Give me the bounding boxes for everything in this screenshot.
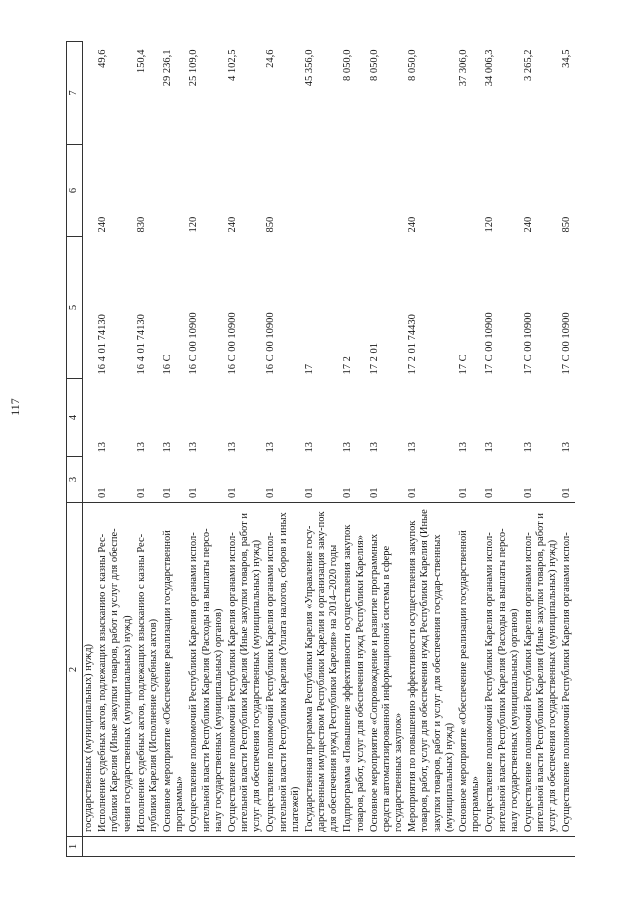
row-subsection-cell: 13: [97, 442, 109, 453]
row-expense-type-cell: 240: [522, 216, 534, 233]
table-body: [83, 42, 575, 857]
row-section-cell: 01: [226, 487, 238, 498]
row-number-cell: [187, 837, 226, 857]
table-row: [161, 42, 187, 857]
row-number-cell: [135, 837, 161, 857]
row-expense-type-cell: 850: [265, 216, 277, 233]
row-amount-cell: 24,6: [265, 49, 277, 68]
row-subsection-cell: 13: [162, 442, 174, 453]
row-amount-cell: 29 236,1: [162, 49, 174, 87]
page-number: 117: [8, 398, 22, 416]
row-expense-type-cell: 120: [188, 216, 200, 233]
column-header-row: [67, 42, 83, 857]
table-row: [560, 42, 574, 857]
row-expense-type-cell: [368, 145, 407, 237]
row-amount-cell: 25 109,0: [188, 49, 200, 87]
row-subsection-cell: 13: [342, 442, 354, 453]
row-target-article-cell: 17 2: [342, 356, 354, 375]
row-target-article-cell: 17 С 00 10900: [561, 312, 573, 375]
row-expense-type-cell: 120: [484, 216, 496, 233]
table-row: [406, 42, 457, 857]
row-expense-type-cell: [341, 145, 367, 237]
row-name-cell: Осуществление полномочий Республики Карелия органами испол-: [560, 503, 574, 837]
row-name-cell: Осуществление полномочий Республики Карелия органами испол-нительной власти Республики Карелия (Уплата налогов, сборов и иных платежей): [264, 503, 303, 837]
row-expense-type-cell: 240: [407, 216, 419, 233]
row-target-article-cell: 16 С 00 10900: [188, 312, 200, 375]
row-target-article-cell: 17 2 01 74430: [407, 314, 419, 375]
row-amount-cell: 37 306,0: [457, 49, 469, 87]
row-expense-type-cell: 850: [561, 216, 573, 233]
column-header-5: 5: [67, 237, 83, 379]
row-number-cell: [83, 837, 97, 857]
row-target-article-cell: 17: [303, 364, 315, 375]
row-number-cell: [406, 837, 457, 857]
row-name-cell: Основное мероприятие «Обеспечение реализации государственной программы»: [457, 503, 483, 837]
table-row: [368, 42, 407, 857]
row-name-cell: Основное мероприятие «Сопровождение и развитие программных средств автоматизированной информационной системы в сфере государственных закупок»: [368, 503, 407, 837]
row-expense-type-cell: [457, 145, 483, 237]
row-target-article-cell: 17 С: [457, 354, 469, 375]
budget-table: [66, 41, 575, 857]
row-amount-cell: 8 050,0: [342, 49, 354, 81]
table-row: [226, 42, 265, 857]
row-subsection-cell: [83, 379, 97, 457]
row-subsection-cell: 13: [135, 442, 147, 453]
row-name-cell: Основное мероприятие «Обеспечение реализации государственной программы»: [161, 503, 187, 837]
row-target-article-cell: 17 С 00 10900: [522, 312, 534, 375]
row-name-cell: Государственная программа Республики Карелия «Управление госу-дарственным имуществом Республики Карелия и организация заку-пок для обеспечения нужд Республики Карелия» на 2014–2020 годы: [303, 503, 342, 837]
row-number-cell: [368, 837, 407, 857]
row-target-article-cell: 17 2 01: [368, 343, 380, 375]
row-amount-cell: 45 356,0: [303, 49, 315, 87]
column-header-4: 4: [67, 379, 83, 457]
row-number-cell: [522, 837, 561, 857]
column-header-2: 2: [67, 503, 83, 837]
row-number-cell: [96, 837, 135, 857]
row-subsection-cell: 13: [561, 442, 573, 453]
row-name-cell: Исполнение судебных актов, подлежащих взысканию с казны Рес-публики Карелия (Иные закупки товаров, работ и услуг для обеспе-чения государственных (муниципальных) нужд): [96, 503, 135, 837]
table-row: [135, 42, 161, 857]
table-row: [264, 42, 303, 857]
row-target-article-cell: 16 С 00 10900: [265, 312, 277, 375]
row-name-cell: государственных (муниципальных) нужд): [83, 503, 97, 837]
row-section-cell: 01: [457, 487, 469, 498]
row-amount-cell: 34 006,3: [484, 49, 496, 87]
budget-table-sheet: [66, 42, 608, 857]
row-section-cell: 01: [303, 487, 315, 498]
column-header-1: 1: [67, 837, 83, 857]
row-expense-type-cell: [303, 145, 342, 237]
row-number-cell: [226, 837, 265, 857]
row-name-cell: Осуществление полномочий Республики Карелия органами испол-нительной власти Республики Карелия (Иные закупки товаров, работ и услуг для обеспечения государственных (муниципальных) нужд): [226, 503, 265, 837]
row-subsection-cell: 13: [303, 442, 315, 453]
row-name-cell: Исполнение судебных актов, подлежащих взысканию с казны Рес-публики Карелия (Исполнение судебных актов): [135, 503, 161, 837]
column-header-6: 6: [67, 145, 83, 237]
row-section-cell: 01: [368, 487, 380, 498]
row-expense-type-cell: [161, 145, 187, 237]
row-target-article-cell: 16 С: [162, 354, 174, 375]
row-name-cell: Осуществление полномочий Республики Карелия органами испол-нительной власти Республики Карелия (Расходы на выплаты персо-налу государственных (муниципальных) органов): [483, 503, 522, 837]
row-section-cell: 01: [188, 487, 200, 498]
row-target-article-cell: 16 4 01 74130: [97, 314, 109, 375]
row-subsection-cell: 13: [368, 442, 380, 453]
column-header-3: 3: [67, 457, 83, 503]
row-amount-cell: 8 050,0: [407, 49, 419, 81]
row-target-article-cell: 17 С 00 10900: [484, 312, 496, 375]
row-number-cell: [457, 837, 483, 857]
row-number-cell: [560, 837, 574, 857]
row-target-article-cell: 16 4 01 74130: [135, 314, 147, 375]
row-number-cell: [161, 837, 187, 857]
row-expense-type-cell: 240: [226, 216, 238, 233]
row-section-cell: 01: [522, 487, 534, 498]
table-row: [341, 42, 367, 857]
row-number-cell: [341, 837, 367, 857]
row-amount-cell: 150,4: [135, 49, 147, 74]
row-amount-cell: 3 265,2: [522, 49, 534, 81]
row-target-article-cell: [83, 237, 97, 379]
table-row: [187, 42, 226, 857]
row-section-cell: 01: [407, 487, 419, 498]
row-expense-type-cell: 830: [135, 216, 147, 233]
column-header-7: 7: [67, 42, 83, 145]
table-row: [96, 42, 135, 857]
row-section-cell: 01: [265, 487, 277, 498]
row-name-cell: Мероприятия по повышению эффективности осуществления закупок товаров, работ, услуг для обеспечения нужд Республики Карелия (Иные закупки товаров, работ и услуг для обеспечения государ-ственных (муниципальных) нужд): [406, 503, 457, 837]
row-section-cell: 01: [162, 487, 174, 498]
row-section-cell: 01: [561, 487, 573, 498]
row-subsection-cell: 13: [484, 442, 496, 453]
row-subsection-cell: 13: [226, 442, 238, 453]
row-name-cell: Подпрограмма «Повышение эффективности осуществления закупок товаров, работ, услуг для обеспечения нужд Республики Карелия»: [341, 503, 367, 837]
row-subsection-cell: 13: [265, 442, 277, 453]
row-section-cell: 01: [484, 487, 496, 498]
row-section-cell: 01: [135, 487, 147, 498]
row-name-cell: Осуществление полномочий Республики Карелия органами испол-нительной власти Республики Карелия (Иные закупки товаров, работ и услуг для обеспечения государственных (муниципальных) нужд): [522, 503, 561, 837]
row-amount-cell: 4 102,5: [226, 49, 238, 81]
row-expense-type-cell: [83, 145, 97, 237]
row-amount-cell: 34,5: [561, 49, 573, 68]
row-section-cell: 01: [342, 487, 354, 498]
row-amount-cell: [83, 42, 97, 145]
row-amount-cell: 49,6: [97, 49, 109, 68]
row-subsection-cell: 13: [407, 442, 419, 453]
row-number-cell: [483, 837, 522, 857]
table-row: [83, 42, 97, 857]
table-row: [303, 42, 342, 857]
row-number-cell: [264, 837, 303, 857]
row-amount-cell: 8 050,0: [368, 49, 380, 81]
row-subsection-cell: 13: [188, 442, 200, 453]
row-target-article-cell: 16 С 00 10900: [226, 312, 238, 375]
row-section-cell: [83, 457, 97, 503]
table-row: [483, 42, 522, 857]
table-row: [457, 42, 483, 857]
row-number-cell: [303, 837, 342, 857]
row-subsection-cell: 13: [522, 442, 534, 453]
row-section-cell: 01: [97, 487, 109, 498]
row-name-cell: Осуществление полномочий Республики Карелия органами испол-нительной власти Республики Карелия (Расходы на выплаты персо-налу государственных (муниципальных) органов): [187, 503, 226, 837]
row-expense-type-cell: 240: [97, 216, 109, 233]
row-subsection-cell: 13: [457, 442, 469, 453]
table-row: [522, 42, 561, 857]
